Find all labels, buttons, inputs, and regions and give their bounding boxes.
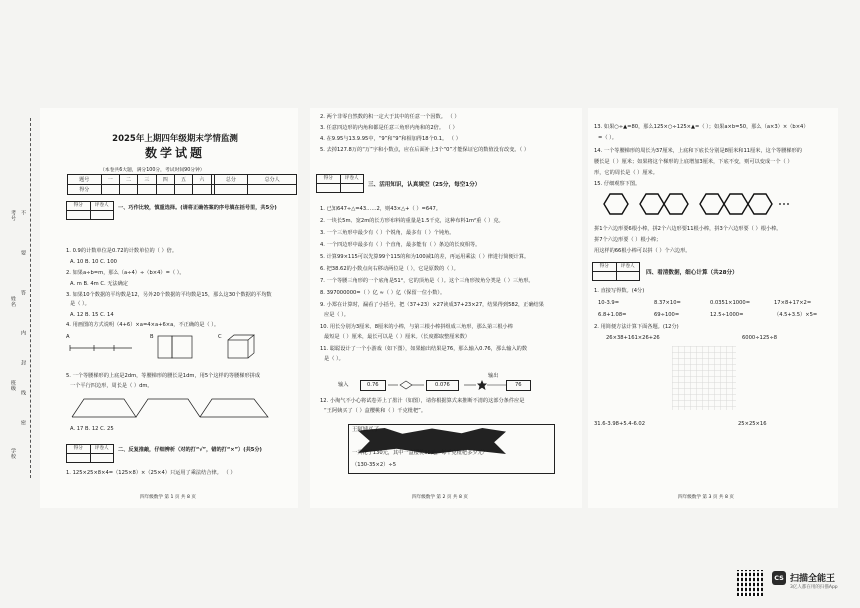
question-line: 是（ ）。 (70, 301, 90, 307)
flow-output-label: 输出 (488, 373, 499, 379)
reviewer-box (316, 174, 364, 193)
question-line: 13. 如果○÷▲=80，那么125×○÷125×▲=（ ）；如果a×b=50，那么（a×3）×（b×4） (594, 124, 809, 130)
score-cell[interactable] (156, 185, 174, 195)
reviewer-cell[interactable] (91, 454, 114, 462)
page-footer: 四年级数学 第 2 页 共 8 页 (412, 495, 468, 500)
question-line: 6. 把38.62的小数点向右移动两位是（ ），它是原数的（ ）。 (320, 266, 459, 272)
sidebar-seal-word: 线 (20, 390, 26, 396)
reviewer-label-score: 得分 (593, 263, 617, 271)
question-line: =（ ）。 (598, 135, 617, 141)
score-cell: 四 (156, 175, 174, 185)
exam-note: （本卷共6大题，满分100分，考试时间90分钟） (100, 168, 205, 173)
reviewer-box (66, 201, 114, 220)
question-line: 11. 聪聪设计了一个小游戏（如下图），如果输出结果是76，那么输入0.76，那么输入的数 (320, 346, 528, 352)
question-line: 2. 如果a÷b=m，那么（a÷4）÷（b×4）=（ ）。 (66, 270, 185, 276)
sidebar-label-name: 姓名 (10, 296, 16, 307)
question-line: 1. 125×25×8×4=（125×8）×（25×4）只运用了乘法结合律。 （ ） (66, 470, 236, 476)
option-line: A. 17 B. 12 C. 25 (70, 426, 114, 432)
reviewer-box (592, 262, 640, 281)
question-line: 5. 一个等腰梯形的上底是2dm，等腰梯形的腰长是1dm，用5个这样的等腰梯形拼成 (66, 373, 261, 379)
sidebar-seal-word: 不 (20, 210, 26, 216)
flow-output-box: 76 (506, 380, 531, 391)
sidebar-label-class: 班级 (10, 380, 16, 391)
ink-box-formula: （130-35×2）÷5 (352, 462, 397, 468)
question-line: 1. 已知647÷△=43……2，则43×△+（ ）=647。 (320, 206, 441, 212)
score-cell: 一 (101, 175, 119, 185)
question-line: 5. 去掉127.8万的“万”字和小数点，应在后面补上3个“0”才能保证它的数值没有改变。（ ） (320, 147, 530, 153)
question-line: 2. 用简便方法计算下面各题。(12分) (594, 324, 679, 330)
reviewer-label-grader: 评卷人 (94, 446, 109, 451)
hexagon-pattern (600, 192, 820, 218)
score-cell: 五 (174, 175, 192, 185)
question-line: 3. 任意四边形的内角和都是任意三角形内角和的2倍。 （ ） (320, 125, 458, 131)
star-operator-icon (477, 380, 487, 390)
diamond-operator-icon (400, 381, 412, 389)
hexagon-shape (724, 194, 748, 214)
reviewer-cell[interactable] (617, 272, 640, 280)
q4-figures (66, 332, 266, 362)
question-line: 2. 两个非零自然数的积一定大于其中的任意一个因数。 （ ） (320, 114, 460, 120)
cuboid-figure (228, 335, 254, 340)
sidebar-seal-word: 封 (20, 360, 26, 366)
question-line: 1. 直接写得数。(4分) (594, 288, 645, 294)
page-footer: 四年级数学 第 3 页 共 8 页 (678, 495, 734, 500)
question-line: 5. 计算99×115可以先算99个115的和为100减1的差，再运用乘法（ ）律进行简便计算。 (320, 254, 530, 260)
simplify-problem: 26×38+161×26+26 (606, 335, 660, 341)
sidebar-seal-word: 密 (20, 420, 26, 426)
option-line: A. 12 B. 15 C. 14 (70, 312, 114, 318)
question-line: 8. 397000000=（ ）亿 ≈（ ）亿（保留一位小数）。 (320, 290, 446, 296)
cuboid-figure (228, 340, 248, 358)
reviewer-cell[interactable] (67, 211, 91, 219)
calc-item: 69÷100= (654, 312, 680, 318)
reviewer-label-score: 得分 (67, 445, 91, 453)
reviewer-label-grader: 评卷人 (344, 176, 359, 181)
hexagon-shape (664, 194, 688, 214)
simplify-problem: 25×25×16 (738, 421, 767, 427)
exam-page-3 (588, 108, 838, 508)
reviewer-label-score: 得分 (67, 202, 91, 210)
question-line: 最短是（ ）厘米，最长可以是（ ）厘米。（长度都取整厘米数） (324, 334, 470, 340)
trapezoid-figures (70, 395, 290, 421)
question-line: 2. 一块长5m、宽2m的长方形布料的重量是1.5千克，这种布料1m²重（ ）克。 (320, 218, 504, 224)
score-cell[interactable] (248, 185, 297, 195)
reviewer-label-score: 得分 (317, 175, 341, 183)
cut-line (30, 118, 31, 478)
sidebar-seal-word: 内 (20, 330, 26, 336)
score-cell: 三 (138, 175, 156, 185)
question-line: 拼1个六边形要6根小棒，拼2个六边形要11根小棒，拼3个六边形要（ ）根小棒。 (594, 226, 782, 232)
hexagon-shape (604, 194, 628, 214)
score-cell[interactable] (101, 185, 119, 195)
score-cell[interactable] (214, 185, 248, 195)
qr-code-overlay (737, 570, 763, 596)
exam-page-2 (310, 108, 582, 508)
score-cell: 总分人 (248, 175, 297, 185)
ellipsis-dot (783, 203, 785, 205)
score-cell: 总分 (214, 175, 248, 185)
ink-box-line1: 王阿姨买了 (352, 427, 379, 433)
option-label: B (150, 334, 154, 340)
section-title-4: 四、看清数据，细心计算（共28分） (646, 270, 738, 276)
score-cell[interactable] (138, 185, 156, 195)
sidebar-label-school: 学校 (10, 448, 16, 459)
question-line: 用这样的66根小棒可以拼（ ）个六边形。 (594, 248, 691, 254)
sidebar-seal-word: 要 (20, 250, 26, 256)
page-footer: 四年级数学 第 1 页 共 8 页 (140, 495, 196, 500)
sidebar-seal-word: 答 (20, 290, 26, 296)
score-cell[interactable] (174, 185, 192, 195)
reviewer-cell[interactable] (317, 184, 341, 192)
reviewer-box (66, 444, 114, 463)
calc-item: 17×8+17×2= (774, 300, 812, 306)
score-value-row (68, 185, 297, 195)
simplify-problem: 31.6-3.98+5.4-6.02 (594, 421, 645, 427)
reviewer-cell[interactable] (593, 272, 617, 280)
question-line: 一个平行四边形，周长是（ ）dm。 (70, 383, 153, 389)
exam-page-1 (40, 108, 298, 508)
sidebar-label-kaohao: 考号 (10, 210, 16, 221)
reviewer-label-grader: 评卷人 (620, 264, 635, 269)
trapezoid-option-c (200, 399, 268, 417)
trapezoid-option-b (136, 399, 200, 417)
question-line: 是（ ）。 (324, 356, 344, 362)
hexagon-shape (700, 194, 724, 214)
score-table (67, 174, 297, 195)
question-line: 4. 一个四边形中最多有（ ）个直角，最多能有（ ）条边的长度相等。 (320, 242, 481, 248)
question-line: 拼7个六边形要（ ）根小棒； (594, 237, 662, 243)
reviewer-label-grader: 评卷人 (94, 203, 109, 208)
score-cell: 二 (119, 175, 137, 185)
question-line: 15. 仔细观察下图。 (594, 181, 641, 187)
option-label: C (218, 334, 222, 340)
score-cell[interactable] (193, 185, 211, 195)
section-title-2: 二、反复推敲，仔细辨析（对的打“√”，错的打“×”）(共5分) (118, 447, 262, 453)
exam-subject-title: 数学试题 (144, 146, 205, 160)
rectangle-figure (172, 336, 192, 358)
rectangle-figure (158, 336, 172, 358)
scanner-tagline: 3亿人都在用的扫描App (790, 585, 838, 590)
question-line: 7. 一个等腰三角形的一个底角是51°，它的顶角是（ ）。这个三角形按角分类是（ ）三角形。 (320, 278, 534, 284)
option-line: A. m B. 4m C. 无法确定 (70, 281, 128, 287)
score-cell: 得分 (68, 185, 102, 195)
calc-item: 12.5÷1000= (710, 312, 744, 318)
camscanner-logo-icon: CS (772, 571, 786, 585)
show-through-grid (672, 346, 736, 410)
question-line: 3. 如果10个数据的平均数是12，另外20个数据的平均数是15，那么这30个数据的平均数 (66, 292, 272, 298)
reviewer-cell[interactable] (91, 211, 114, 219)
option-label: A (66, 334, 70, 340)
reviewer-cell[interactable] (67, 454, 91, 462)
question-line: 应是（ ）。 (324, 312, 349, 318)
ellipsis-dot (787, 203, 789, 205)
flow-input-box: 0.76 (360, 380, 386, 391)
question-line: 9. 小郑在计算时，漏看了小括号，把（37+23）×27读成37+23×27，结果得到582，正确结果 (320, 302, 544, 308)
question-line: 1. 0.9的计数单位是0.72的计数单位的（ ）倍。 (66, 248, 178, 254)
cuboid-figure (248, 335, 254, 358)
calc-item: 6.8+1.08= (598, 312, 627, 318)
question-line: 4. 用画图的方式说明（4+6）×a=4×a+6×a，不正确的是（ ）。 (66, 322, 220, 328)
calc-item: （4.5+3.5）×5= (774, 312, 818, 318)
calc-item: 8.37×10= (654, 300, 681, 306)
simplify-problem: 6000÷125÷8 (742, 335, 778, 341)
ink-box-line2: 一共花了130元，其中一盒樱桃35元，每千克枇杷多少元？ (352, 450, 488, 456)
question-line: 4. 在9.95与13.9.95中，“9”和“9”和相加得18个0.1。 （ ） (320, 136, 461, 142)
ellipsis-dot (779, 203, 781, 205)
hexagon-shape (640, 194, 664, 214)
question-line: 形，它的周长是（ ）厘米。 (594, 170, 658, 176)
question-line: “王阿姨买了（ ）盒樱桃和（ ）千克枇杷”。 (324, 408, 427, 414)
calc-item: 0.0351×1000= (710, 300, 751, 306)
score-header-row (68, 175, 297, 185)
option-line: A. 10 B. 10 C. 100 (70, 259, 117, 265)
question-line: 10. 用长分别为3厘米、8厘米的小棒，与第三根小棒拼组成三角形，那么第三根小棒 (320, 324, 513, 330)
question-line: 3. 一个三角形中最少有（ ）个锐角，最多有（ ）个钝角。 (320, 230, 455, 236)
question-line: 14. 一个等腰梯形的周长为37厘米，上底和下底长分别是8厘米和11厘米，这个等腰梯形的 (594, 148, 802, 154)
section-title-3: 三、活用知识，认真填空（25分，每空1分） (368, 182, 481, 188)
trapezoid-option-a (72, 399, 136, 417)
question-line: 12. 小淘气不小心将试卷弄上了墨汁（如图），请你根据算式来推断不清的这部分条件应是 (320, 398, 525, 404)
flow-input-label: 输入 (338, 382, 349, 388)
hexagon-shape (748, 194, 772, 214)
score-cell[interactable] (119, 185, 137, 195)
flow-middle-box: 0.076 (426, 380, 459, 391)
calc-item: 10-3.9= (598, 300, 620, 306)
exam-title: 2025年上期四年级期末学情监测 (112, 134, 238, 144)
score-cell: 六 (193, 175, 211, 185)
reviewer-cell[interactable] (341, 184, 364, 192)
question-line: 腰长是（ ）厘米；如果将这个梯形的上底增加3厘米，下底不变，则可以变成一个（ ） (594, 159, 793, 165)
binding-margin (10, 118, 38, 478)
section-title-1: 一、巧作比较，慎重选择。(请将正确答案的序号填在括号里，共5分) (118, 205, 277, 211)
score-cell: 题号 (68, 175, 102, 185)
scanner-app-name: 扫描全能王 (790, 574, 836, 584)
